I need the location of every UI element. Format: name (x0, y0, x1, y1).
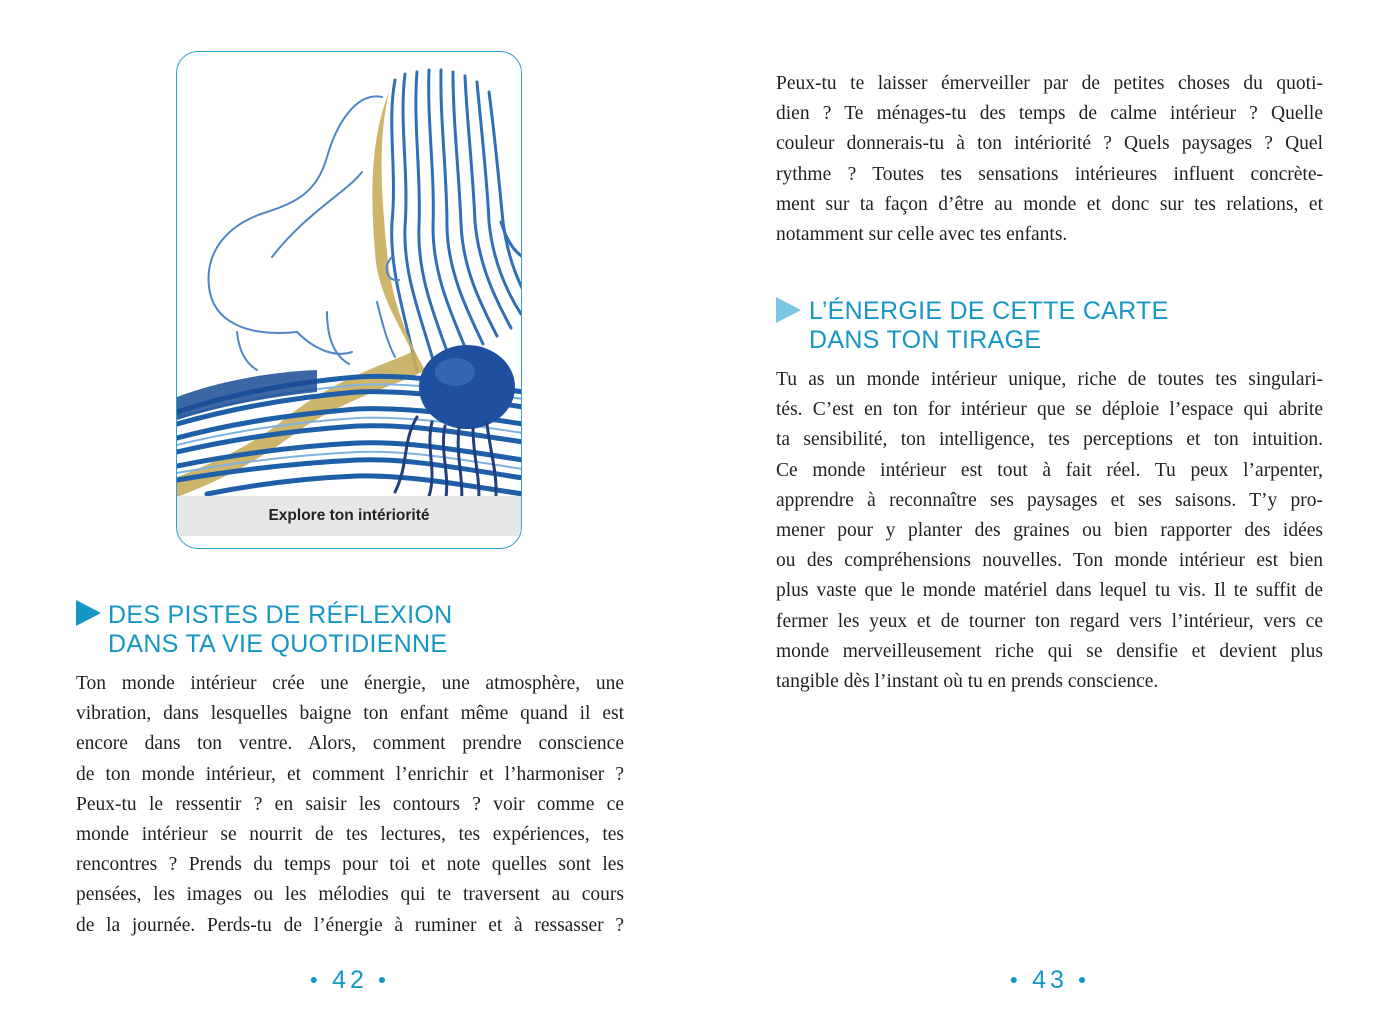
text-line: fermer les yeux et de tourner ton regard vers l’intérieur, vers ce (776, 610, 1323, 632)
body-paragraph (776, 365, 1323, 697)
triangle-bullet-icon (776, 297, 801, 323)
card-caption: Explore ton intériorité (177, 496, 521, 536)
oracle-card (176, 51, 522, 549)
bullet-dot-icon: ● (377, 971, 391, 988)
text-line: Peux-tu te laisser émerveiller par de petites choses du quoti- (776, 73, 1323, 94)
text-line: mener pour y planter des graines ou bien rapporter des idées (776, 520, 1323, 542)
section-heading (809, 297, 1169, 355)
body-paragraph (76, 669, 624, 941)
text-line: monde intérieur se nourrit de tes lectures, tes expériences, tes (76, 824, 624, 846)
text-line: dien ? Te ménages-tu des temps de calme intérieur ? Quelle (776, 103, 1323, 125)
text-line: tés. C’est en ton for intérieur que se déploie l’espace qui abrite (776, 399, 1323, 421)
text-line: apprendre à reconnaître ses paysages et ses saisons. T’y pro- (776, 489, 1323, 511)
intro-paragraph (776, 69, 1323, 250)
text-line: plus vaste que le monde matériel dans lequel tu vis. Il te suffit de (776, 580, 1323, 602)
bullet-dot-icon: ● (1077, 971, 1091, 988)
page-number: ● 42 ● (309, 966, 391, 994)
heading-line: DES PISTES DE RÉFLEXION (108, 601, 453, 629)
text-line: monde merveilleusement riche qui se densifie et devient plus (776, 640, 1323, 662)
text-line: ou des compréhensions nouvelles. Ton monde intérieur est bien (776, 550, 1323, 572)
text-line: ta sensibilité, ton intelligence, tes perceptions et ton intuition. (776, 429, 1323, 451)
triangle-bullet-icon (76, 600, 101, 626)
text-line: rencontres ? Prends du temps pour toi et note quelles sont les (76, 854, 624, 876)
text-line: notamment sur celle avec tes enfants. (776, 224, 1068, 246)
text-line: de ton monde intérieur, et comment l’enrichir et l’harmoniser ? (76, 763, 624, 785)
bullet-dot-icon: ● (309, 971, 323, 988)
heading-line: DANS TA VIE QUOTIDIENNE (108, 630, 448, 658)
card-illustration (177, 52, 522, 549)
text-line: Ce monde intérieur est tout à fait réel. Tu peux l’arpenter, (776, 459, 1323, 481)
text-line: pensées, les images ou les mélodies qui te traversent au cours (76, 884, 624, 906)
bullet-dot-icon: ● (1009, 971, 1023, 988)
text-line: encore dans ton ventre. Alors, comment prendre conscience (76, 733, 624, 755)
page-number: ● 43 ● (1009, 966, 1091, 994)
text-line: Peux-tu le ressentir ? en saisir les contours ? voir comme ce (76, 793, 624, 815)
text-line: Tu as un monde intérieur unique, riche de toutes tes singulari- (776, 369, 1323, 390)
text-line: rythme ? Toutes tes sensations intérieures influent concrète- (776, 163, 1323, 185)
text-line: ment sur ta façon d’être au monde et donc sur tes relations, et (776, 193, 1323, 215)
section-heading (108, 601, 453, 659)
text-line: tangible dès l’instant où tu en prends conscience. (776, 671, 1159, 693)
text-line: couleur donnerais-tu à ton intériorité ? Quels paysages ? Quel (776, 133, 1323, 155)
text-line: Ton monde intérieur crée une énergie, une atmosphère, une (76, 673, 624, 694)
heading-line: DANS TON TIRAGE (809, 326, 1042, 354)
text-line: vibration, dans lesquelles baigne ton enfant même quand il est (76, 703, 624, 725)
heading-line: L’ÉNERGIE DE CETTE CARTE (809, 297, 1169, 325)
right-page (700, 0, 1400, 1018)
text-line: de la journée. Perds-tu de l’énergie à ruminer et à ressasser ? (76, 914, 624, 936)
